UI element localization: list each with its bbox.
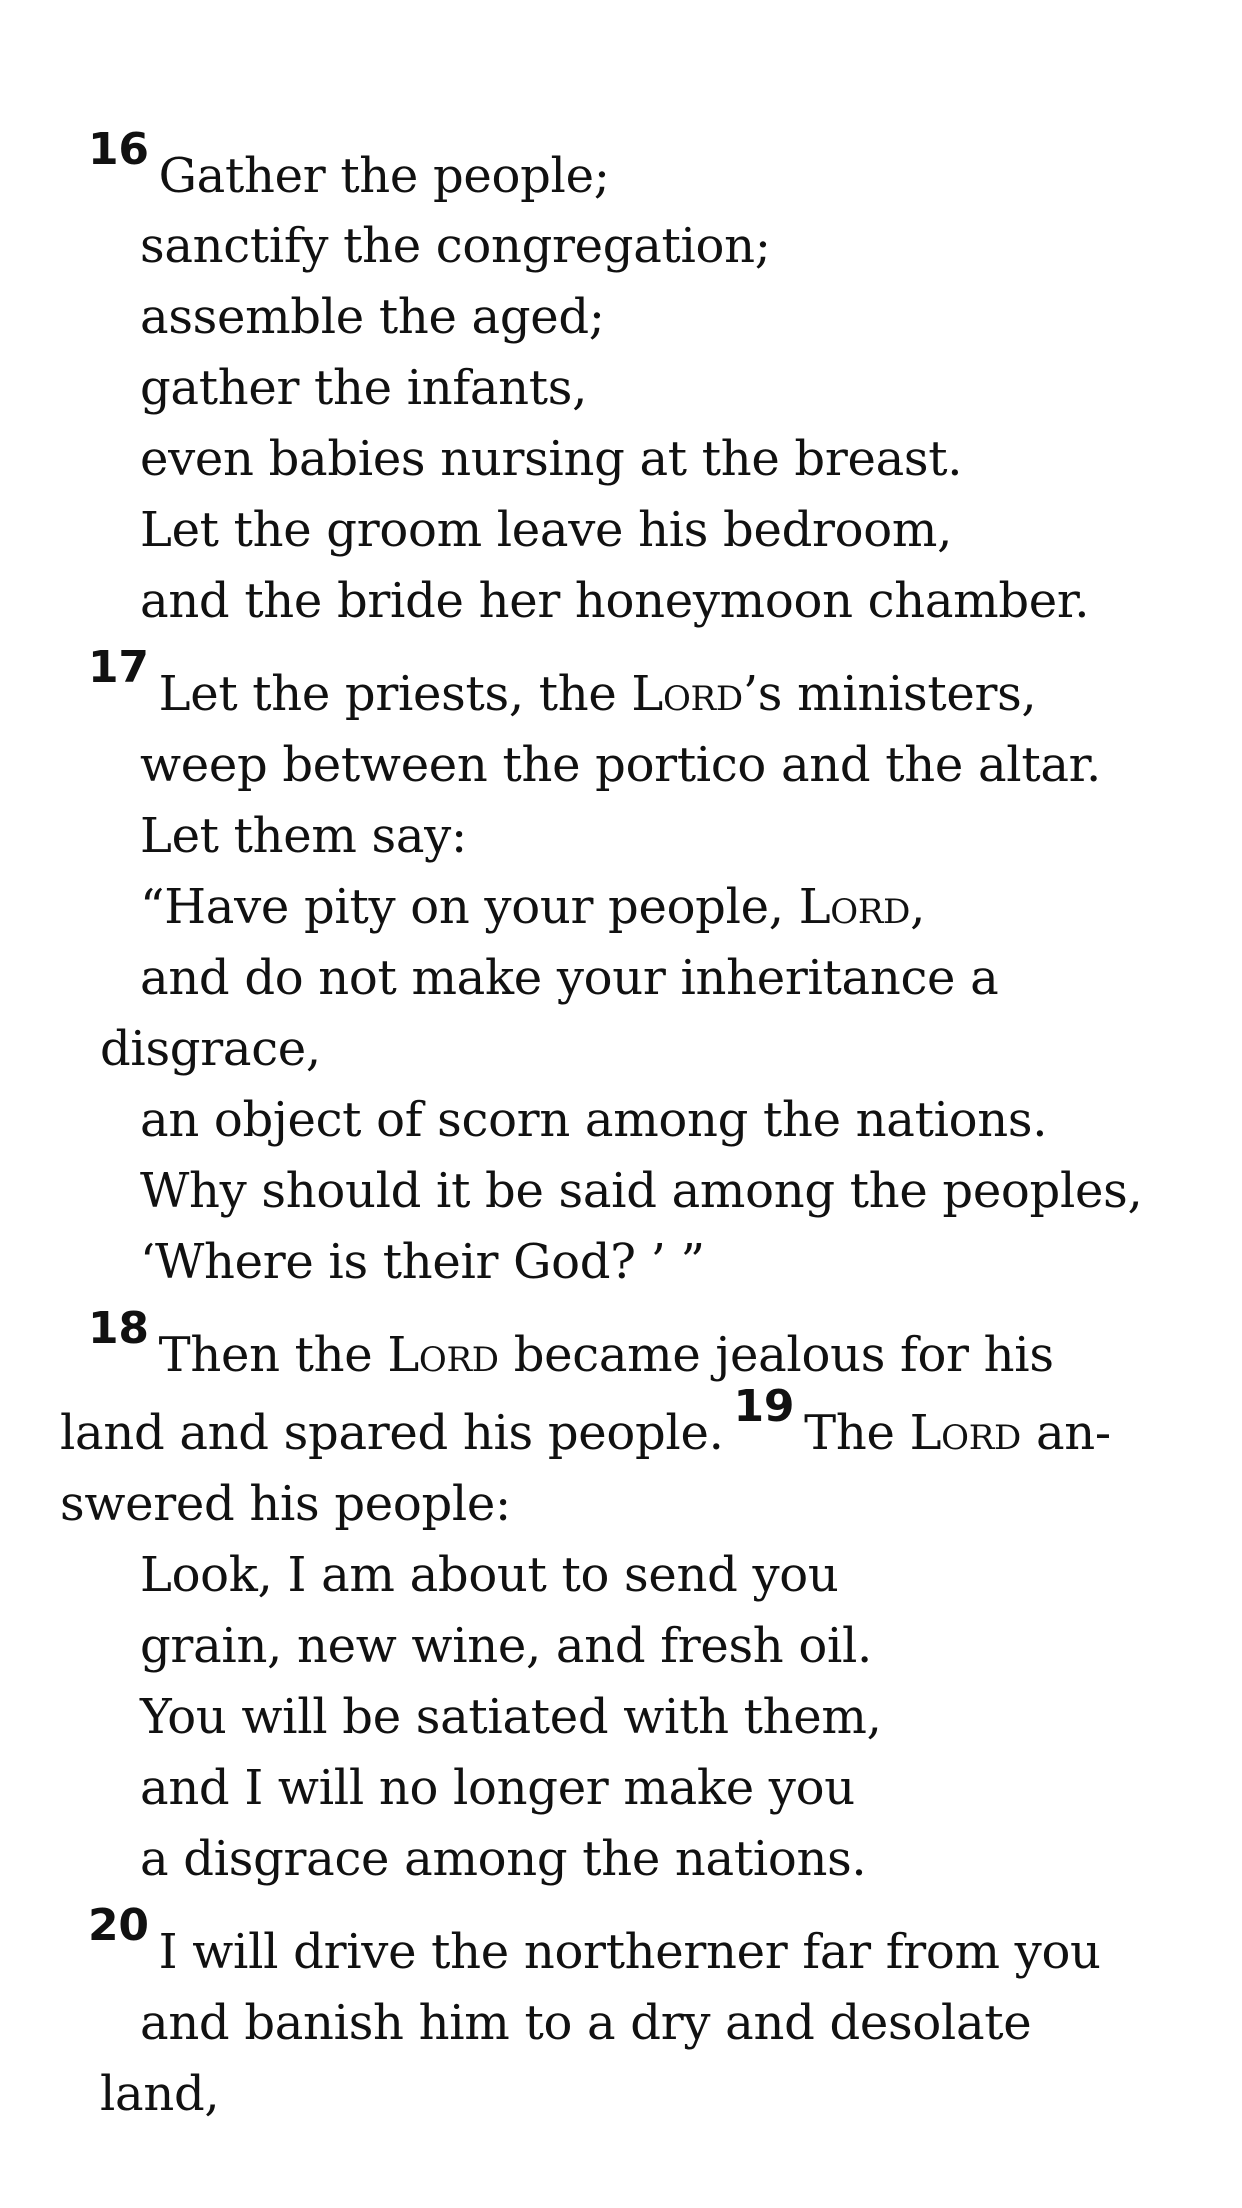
verse-19-line-7: and I will no longer make you bbox=[140, 1760, 855, 1816]
verse-19-line-5: grain, new wine, and fresh oil. bbox=[140, 1618, 873, 1674]
verse-16-line-6: Let the groom leave his bedroom, bbox=[140, 502, 953, 558]
verse-20-line-2: and banish him to a dry and desolate bbox=[140, 1995, 1032, 2051]
verse-19-line-3: swered his people: bbox=[60, 1476, 511, 1532]
verse-text: I will drive the northerner far from you bbox=[158, 1924, 1101, 1980]
verse-19-line-4: Look, I am about to send you bbox=[140, 1547, 839, 1603]
verse-17-line-4 bbox=[140, 877, 925, 937]
verse-20-line-3: land, bbox=[100, 2066, 220, 2122]
verse-17-line-5: and do not make your inheritance a bbox=[140, 950, 999, 1006]
verse-17-line-9: ‘Where is their God? ’ ” bbox=[140, 1234, 705, 1290]
verse-17-line-6: disgrace, bbox=[100, 1021, 321, 1077]
verse-number-19: 19 bbox=[733, 1381, 795, 1432]
verse-17-line-7: an object of scorn among the nations. bbox=[140, 1092, 1048, 1148]
verse-text: an- bbox=[1021, 1405, 1111, 1461]
verse-16-line-5: even babies nursing at the breast. bbox=[140, 431, 963, 487]
verse-19-line-8: a disgrace among the nations. bbox=[140, 1831, 867, 1887]
verse-19-line-6: You will be satiated with them, bbox=[140, 1689, 882, 1745]
divine-name: Lord bbox=[631, 666, 743, 722]
verse-17-line-8: Why should it be said among the peoples, bbox=[140, 1163, 1143, 1219]
verse-16-line-1 bbox=[88, 124, 610, 208]
verse-17-line-1 bbox=[88, 642, 1037, 726]
verse-18-line-1 bbox=[88, 1303, 1054, 1387]
verse-number-20: 20 bbox=[88, 1900, 149, 1951]
verse-number-16: 16 bbox=[88, 124, 149, 175]
verse-17-line-2: weep between the portico and the altar. bbox=[140, 737, 1101, 793]
verse-text: land and spared his people. bbox=[60, 1405, 724, 1461]
verse-text: became jealous for his bbox=[498, 1327, 1054, 1383]
verse-text: Then the bbox=[158, 1327, 388, 1383]
verse-16-line-2: sanctify the congregation; bbox=[140, 218, 771, 274]
verse-text: “Have pity on your people, bbox=[140, 879, 799, 935]
verse-number-17: 17 bbox=[88, 642, 149, 693]
verse-text: ’s ministers, bbox=[742, 666, 1037, 722]
verse-17-line-3: Let them say: bbox=[140, 808, 467, 864]
verse-number-18: 18 bbox=[88, 1303, 149, 1354]
verse-text: , bbox=[910, 879, 926, 935]
divine-name: Lord bbox=[909, 1405, 1021, 1461]
verse-18-19-line-2 bbox=[60, 1381, 1111, 1465]
verse-text: The bbox=[804, 1405, 910, 1461]
verse-16-line-3: assemble the aged; bbox=[140, 289, 605, 345]
verse-text: Gather the people; bbox=[158, 148, 610, 204]
verse-20-line-1 bbox=[88, 1900, 1101, 1984]
divine-name: Lord bbox=[798, 879, 911, 935]
divine-name: Lord bbox=[387, 1327, 499, 1383]
verse-text: Let the priests, the bbox=[158, 666, 632, 722]
verse-16-line-4: gather the infants, bbox=[140, 360, 588, 416]
verse-16-line-7: and the bride her honeymoon chamber. bbox=[140, 573, 1090, 629]
